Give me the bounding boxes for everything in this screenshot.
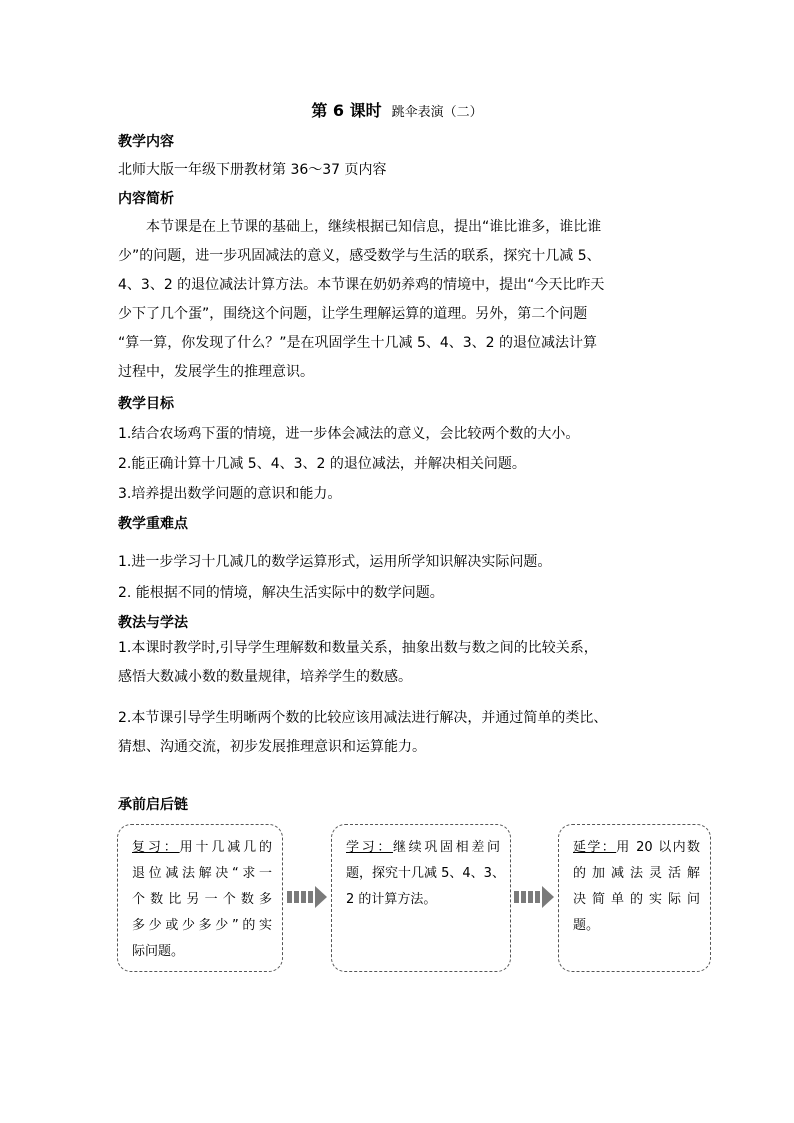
learn-line: 2 的计算方法。 [346,892,437,907]
chain-heading: 承前启后链 [118,797,188,813]
arrow-right-icon [514,886,556,908]
review-line: 际问题。 [132,944,185,959]
learn-box [331,824,511,972]
review-line: 多少或少多少”的实 [132,918,272,933]
goal-item: 3.培养提出数学问题的意识和能力。 [118,486,342,502]
analysis-line: “算一算，你发现了什么？”是在巩固学生十几减 5、4、3、2 的退位减法计算 [118,335,598,351]
analysis-line: 4、3、2 的退位减法计算方法。本节课在奶奶养鸡的情境中，提出“今天比昨天 [118,277,605,293]
extend-box [558,824,711,972]
arrow-right-icon [287,886,329,908]
analysis-paragraph [118,213,678,387]
learn-line: 题，探究十几减 5、4、3、 [346,866,505,881]
extend-line: 题。 [573,918,600,933]
content-heading: 教学内容 [118,134,174,150]
extend-label: 延学： [573,840,617,855]
analysis-line: 本节课是在上节课的基础上，继续根据已知信息，提出“谁比谁多，谁比谁 [118,219,602,235]
analysis-line: 少”的问题，进一步巩固减法的意义，感受数学与生活的联系，探究十几减 5、 [118,248,601,264]
analysis-line: 过程中，发展学生的推理意识。 [118,364,314,380]
learn-line: 学习：继续巩固相差问 [346,840,500,855]
lesson-title [0,100,794,124]
method-line: 感悟大数减小数的数量规律，培养学生的数感。 [118,669,412,685]
method-line: 2.本节课引导学生明晰两个数的比较应该用减法进行解决，并通过简单的类比、 [118,710,608,726]
content-text: 北师大版一年级下册教材第 36～37 页内容 [118,162,387,178]
method-paragraph [118,634,678,692]
extend-line: 决简单的实际问 [573,892,700,907]
goal-item: 2.能正确计算十几减 5、4、3、2 的退位减法，并解决相关问题。 [118,456,526,472]
methods-heading: 教法与学法 [118,615,188,631]
goals-heading: 教学目标 [118,396,174,412]
goal-item: 1.结合农场鸡下蛋的情境，进一步体会减法的意义，会比较两个数的大小。 [118,426,580,442]
review-label: 复习： [132,840,180,855]
method-line: 1.本课时教学时,引导学生理解数和数量关系，抽象出数与数之间的比较关系， [118,640,598,656]
keypoint-item: 1.进一步学习十几减几的数学运算形式，运用所学知识解决实际问题。 [118,554,552,570]
extend-line: 的加减法灵活解 [573,866,700,881]
method-line: 猜想、沟通交流，初步发展推理意识和运算能力。 [118,739,426,755]
lesson-title-main: 第 6 课时 [311,101,382,120]
method-paragraph [118,704,678,762]
learn-label: 学习： [346,840,393,855]
review-line: 个数比另一个数多 [132,892,272,907]
analysis-heading: 内容简析 [118,191,174,207]
keypoints-heading: 教学重难点 [118,516,188,532]
review-box [117,824,283,972]
lesson-title-sub: 跳伞表演（二） [391,105,483,120]
analysis-line: 少下了几个蛋”，围绕这个问题，让学生理解运算的道理。另外，第二个问题 [118,306,588,322]
extend-line: 延学：用 20 以内数 [573,840,700,855]
review-line: 复习：用十几减几的 [132,840,272,855]
review-line: 退位减法解决“求一 [132,866,272,881]
keypoint-item: 2. 能根据不同的情境，解决生活实际中的数学问题。 [118,585,444,601]
